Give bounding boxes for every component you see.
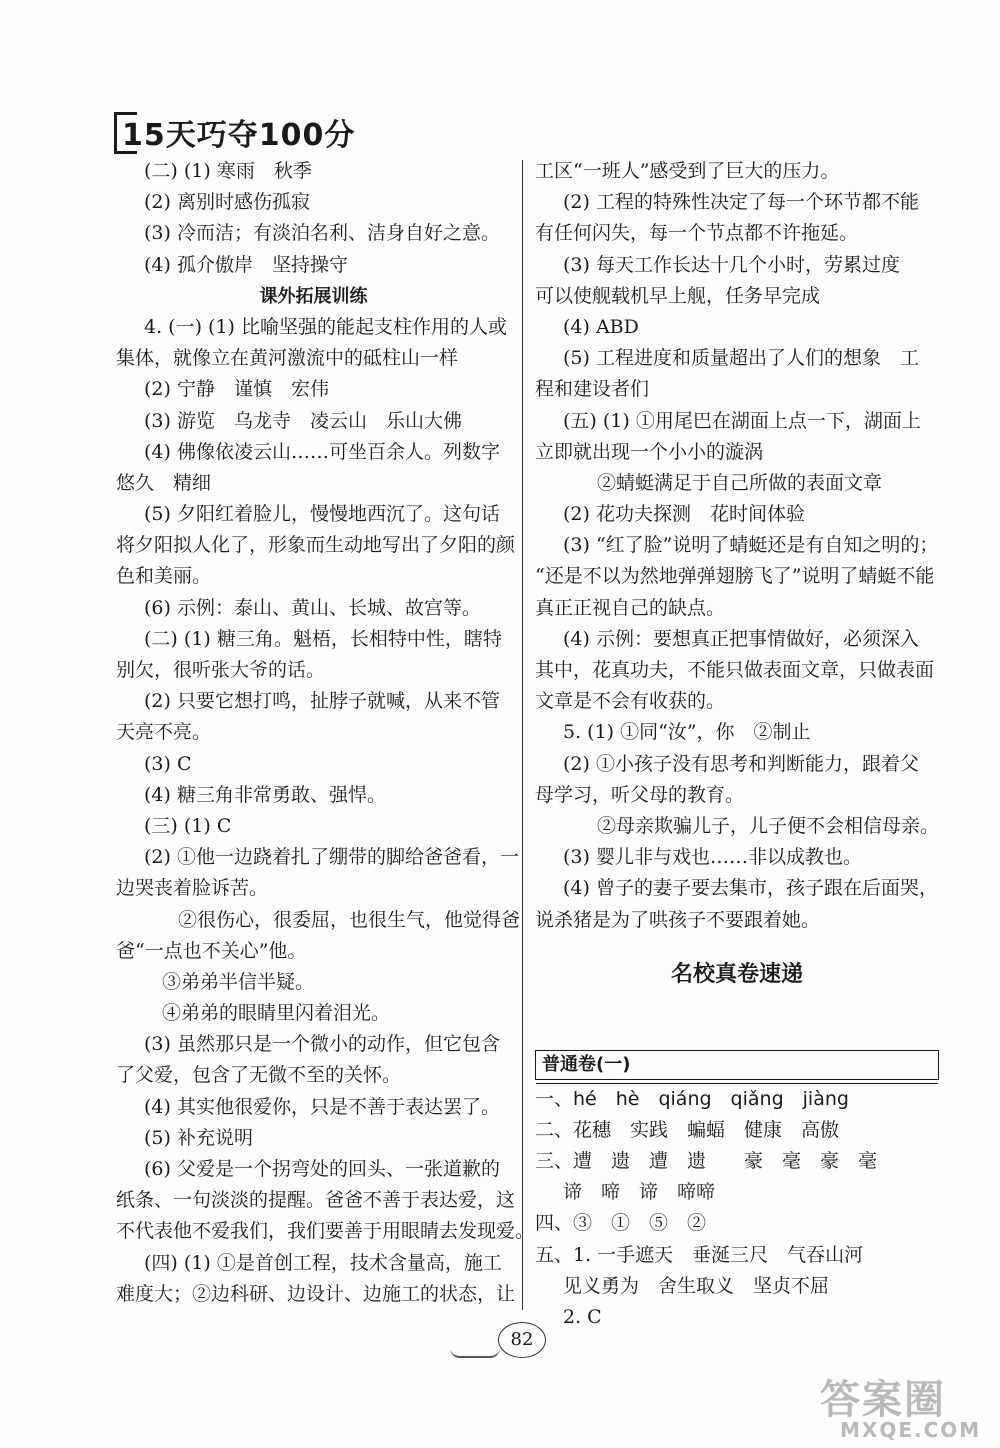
section-heading-exam-papers: 名校真卷速递 (670, 961, 803, 987)
answer-line: 谛 啼 谛 啼啼 (563, 1181, 716, 1204)
answer-line: 文章是不会有收获的。 (535, 690, 726, 713)
answer-line: 不代表他不爱我们，我们要善于用眼睛去发现爱。 (116, 1220, 535, 1243)
footer-swoosh-decoration (450, 1348, 500, 1358)
answer-line: 程和建设者们 (535, 378, 650, 401)
answer-line: (4) 曾子的妻子要去集市，孩子跟在后面哭， (563, 877, 938, 900)
answer-line: 三、遭 遗 遭 遗 豪 毫 豪 毫 (535, 1150, 878, 1173)
paper-label-box: 普通卷(一) (535, 1050, 939, 1080)
answer-line: (5) 工程进度和质量超出了人们的想象 工 (563, 347, 919, 370)
answer-line: 四、③ ① ⑤ ② (535, 1212, 707, 1235)
column-divider (522, 160, 523, 1310)
answer-line: ③弟弟半信半疑。 (162, 970, 315, 993)
answer-line: (4) 其实他很爱你，只是不善于表达罢了。 (144, 1095, 500, 1118)
answer-line: 五、1. 一手遮天 垂涎三尺 气吞山河 (535, 1243, 864, 1266)
answer-line: (4) ABD (563, 315, 639, 338)
answer-line: ④弟弟的眼睛里闪着泪光。 (162, 1002, 391, 1025)
answer-line: 可以使舰载机早上舰，任务早完成 (535, 284, 821, 307)
answer-line: (5) 夕阳红着脸儿，慢慢地西沉了。这句话 (144, 503, 500, 526)
watermark (820, 1368, 990, 1448)
answer-line: (2) 花功夫探测 花时间体验 (563, 503, 805, 526)
answer-line-pinyin: 一、hé hè qiáng qiǎng jiàng (535, 1087, 849, 1110)
right-column (535, 156, 939, 1333)
watermark-text: 答案圈 (820, 1377, 946, 1423)
answer-line: (5) 补充说明 (144, 1126, 253, 1149)
answer-line: (3) 冷而洁；有淡泊名利、洁身自好之意。 (144, 222, 500, 245)
answer-line: 悠久 精细 (116, 471, 212, 494)
section-heading-extension: 课外拓展训练 (259, 285, 368, 307)
answer-line: 边哭丧着脸诉苦。 (116, 877, 269, 900)
answer-line: 说杀猪是为了哄孩子不要跟着她。 (535, 908, 821, 931)
watermark-url: MXQE.COM (840, 1418, 982, 1442)
answer-line: (2) 宁静 谨慎 宏伟 (144, 378, 329, 401)
answer-line: (2) 只要它想打鸣，扯脖子就喊，从来不管 (144, 690, 500, 713)
answer-line: (3) 虽然那只是一个微小的动作，但它包含 (144, 1033, 500, 1056)
answer-line: (2) ①小孩子没有思考和判断能力，跟着父 (563, 752, 919, 775)
answer-line: 难度大；②边科研、边设计、边施工的状态，让 (116, 1282, 516, 1305)
answer-line: (2) 离别时感伤孤寂 (144, 191, 310, 214)
answer-line: (3) 婴儿非与戏也……非以成教也。 (563, 846, 862, 869)
answer-line: (五) (1) ①用尾巴在湖面上点一下，湖面上 (563, 409, 921, 432)
left-column (116, 156, 535, 1310)
answer-line: (3) C (144, 752, 192, 775)
answer-line: 真正正视自己的缺点。 (535, 596, 726, 619)
answer-line: ②母亲欺骗儿子，儿子便不会相信母亲。 (597, 814, 940, 837)
logo-title: 15天巧夺100分 (122, 118, 356, 153)
answer-line: 天亮不亮。 (116, 721, 212, 744)
answer-line: 二、花穗 实践 蝙蝠 健康 高傲 (535, 1118, 840, 1141)
answer-line: (二) (1) 寒雨 秋季 (144, 160, 312, 182)
answer-line: 2. C (563, 1306, 602, 1328)
answer-line: (三) (1) C (144, 814, 232, 837)
answer-line: 见义勇为 舍生取义 坚贞不屈 (563, 1274, 830, 1297)
answer-line: ②很伤心，很委屈，也很生气，他觉得爸 (178, 908, 521, 931)
answer-line: 别欠，很听张大爷的话。 (116, 659, 326, 681)
answer-line: ②蜻蜓满足于自己所做的表面文章 (597, 471, 883, 494)
answer-line: (2) ①他一边跷着扎了绷带的脚给爸爸看，一 (144, 846, 519, 869)
answer-line: 其中，花真功夫，不能只做表面文章，只做表面 (535, 659, 935, 681)
answer-line: (4) 佛像依凌云山……可坐百余人。列数字 (144, 440, 500, 463)
answer-line: 4. (一) (1) 比喻坚强的能起支柱作用的人或 (144, 315, 507, 338)
answer-line: (2) 工程的特殊性决定了每一个环节都不能 (563, 191, 919, 214)
book-logo (114, 110, 356, 156)
answer-line: 集体，就像立在黄河激流中的砥柱山一样 (116, 347, 459, 370)
answer-line: 爸“一点也不关心”他。 (116, 939, 307, 962)
answer-line: (3) “红了脸”说明了蜻蜓还是有自知之明的； (563, 534, 939, 557)
answer-line: (6) 父爱是一个拐弯处的回头、一张道歉的 (144, 1158, 500, 1180)
answer-line: 母学习，听父母的教育。 (535, 783, 745, 806)
answer-line: (四) (1) ①是首创工程，技术含量高，施工 (144, 1251, 502, 1274)
answer-line: 了父爱，包含了无微不至的关怀。 (116, 1064, 402, 1087)
answer-line: (4) 示例：要想真正把事情做好，必须深入 (563, 627, 919, 650)
answer-line: 色和美丽。 (116, 565, 212, 588)
answer-line: 有任何闪失，每一个节点都不许拖延。 (535, 222, 859, 245)
answer-line: 纸条、一句淡淡的提醒。爸爸不善于表达爱，这 (116, 1189, 516, 1212)
page-number: 82 (498, 1322, 546, 1358)
answer-line: (4) 糖三角非常勇敢、强悍。 (144, 783, 386, 806)
page-footer (440, 1322, 560, 1362)
answer-line: (4) 孤介傲岸 坚持操守 (144, 253, 348, 276)
answer-line: (二) (1) 糖三角。魁梧，长相特中性，瞎特 (144, 627, 502, 650)
answer-line: 立即就出现一个小小的漩涡 (535, 440, 764, 463)
answer-line: 将夕阳拟人化了，形象而生动地写出了夕阳的颜 (116, 534, 516, 557)
answer-line: (3) 每天工作长达十几个小时，劳累过度 (563, 253, 900, 276)
answer-line: 工区“一班人”感受到了巨大的压力。 (535, 160, 840, 182)
answer-line: (3) 游览 乌龙寺 凌云山 乐山大佛 (144, 409, 462, 432)
answer-line: “还是不以为然地弹弹翅膀飞了”说明了蜻蜓不能 (535, 565, 935, 588)
answer-line: (6) 示例：泰山、黄山、长城、故宫等。 (144, 596, 481, 619)
answer-line: 5. (1) ①同“汝”，你 ②制止 (563, 721, 811, 744)
